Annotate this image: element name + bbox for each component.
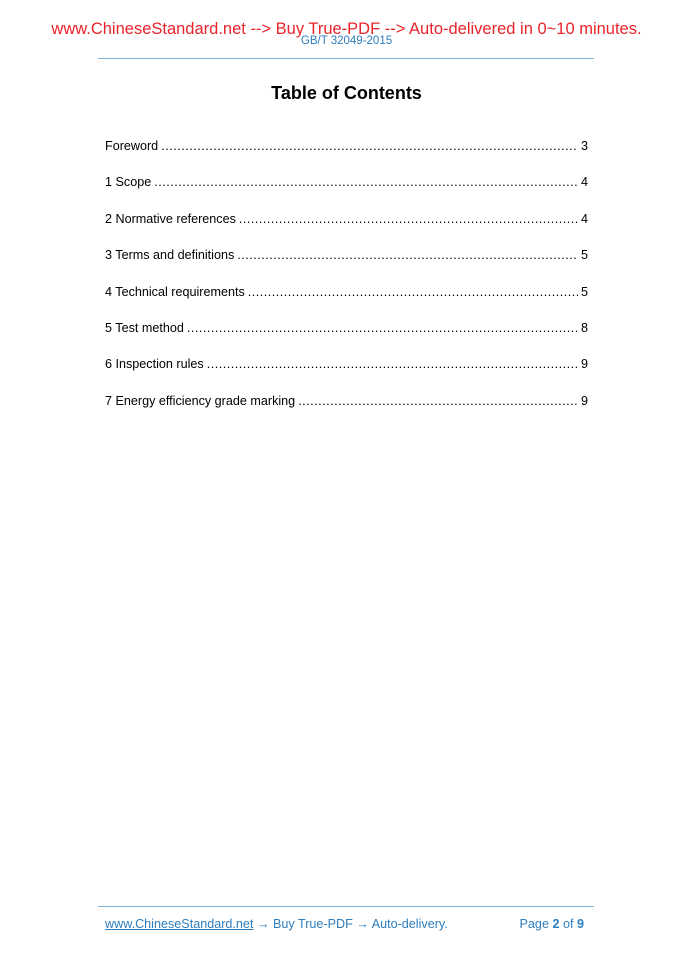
page-label: Page bbox=[519, 917, 549, 931]
toc-dot-leader bbox=[248, 284, 578, 300]
toc-entry-test-method[interactable] bbox=[105, 320, 588, 356]
toc-entry-label: Foreword bbox=[105, 139, 159, 153]
toc-entry-page: 3 bbox=[580, 139, 588, 153]
toc-entry-energy-efficiency-grade-marking[interactable] bbox=[105, 393, 588, 429]
total-pages-number: 9 bbox=[576, 917, 584, 931]
toc-entry-terms-and-definitions[interactable] bbox=[105, 247, 588, 283]
arrow-right-icon: → bbox=[356, 917, 369, 931]
toc-entry-page: 5 bbox=[580, 248, 588, 263]
footer-links bbox=[105, 916, 448, 932]
toc-entry-page: 9 bbox=[580, 357, 588, 372]
toc-entry-page: 8 bbox=[580, 320, 588, 335]
header-banner: www.ChineseStandard.net --> Buy True-PDF --> Auto-delivered in 0~10 minutes. bbox=[51, 20, 642, 38]
toc-entry-label: 3 Terms and definitions bbox=[105, 248, 235, 263]
toc-entry-label: 2 Normative references bbox=[105, 211, 236, 226]
toc-entry-label: 6 Inspection rules bbox=[105, 357, 204, 372]
toc-entry-page: 5 bbox=[580, 284, 588, 299]
toc-entry-technical-requirements[interactable] bbox=[105, 284, 588, 320]
toc-dot-leader bbox=[207, 356, 578, 372]
toc-entry-page: 4 bbox=[580, 175, 588, 190]
header-divider bbox=[98, 58, 594, 59]
toc-dot-leader bbox=[298, 393, 578, 409]
toc-entry-label: 1 Scope bbox=[105, 175, 152, 190]
footer-buy-text: Buy True-PDF bbox=[273, 917, 353, 931]
toc-entry-label: 4 Technical requirements bbox=[105, 284, 245, 299]
toc-dot-leader bbox=[154, 174, 578, 190]
toc-dot-leader bbox=[161, 138, 578, 154]
toc-entry-label: 7 Energy efficiency grade marking bbox=[105, 393, 296, 408]
arrow-right-icon: → bbox=[256, 917, 270, 931]
of-label: of bbox=[562, 917, 574, 931]
footer-delivery-text: Auto-delivery. bbox=[371, 917, 448, 931]
toc-dot-leader bbox=[237, 247, 578, 263]
toc-entry-foreword[interactable] bbox=[105, 138, 588, 174]
footer-site-link[interactable]: www.ChineseStandard.net bbox=[105, 917, 254, 931]
toc-dot-leader bbox=[187, 320, 578, 336]
page-indicator bbox=[520, 916, 584, 932]
toc-title: Table of Contents bbox=[271, 83, 422, 103]
toc-list bbox=[105, 138, 588, 429]
toc-entry-normative-references[interactable] bbox=[105, 211, 588, 247]
toc-entry-page: 4 bbox=[580, 211, 588, 226]
footer-divider bbox=[98, 906, 594, 907]
toc-entry-scope[interactable] bbox=[105, 174, 588, 210]
toc-dot-leader bbox=[239, 211, 578, 227]
toc-entry-page: 9 bbox=[580, 393, 588, 408]
toc-entry-inspection-rules[interactable] bbox=[105, 356, 588, 392]
standard-code: GB/T 32049-2015 bbox=[300, 35, 393, 47]
current-page-number: 2 bbox=[552, 917, 560, 931]
toc-entry-label: 5 Test method bbox=[105, 320, 184, 335]
